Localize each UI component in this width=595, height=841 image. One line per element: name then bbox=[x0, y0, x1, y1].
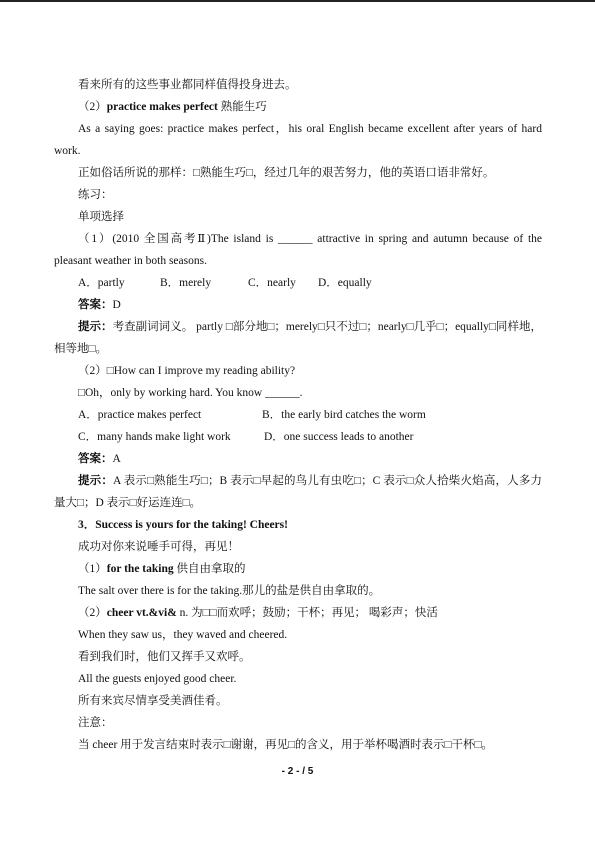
option-b: B．the early bird catches the worm bbox=[262, 409, 426, 421]
phrase-number: （2） bbox=[78, 607, 107, 619]
question-1: （1）(2010 全国高考Ⅱ)The island is ______ attractive in spring and autumn because of the pleasant weather in both seasons. bbox=[54, 233, 542, 267]
question-2-options-row2 bbox=[54, 426, 542, 448]
top-rule bbox=[0, 0, 595, 2]
exercise-label: 练习： bbox=[78, 189, 113, 201]
hint-2 bbox=[54, 470, 542, 514]
option-a: A．partly bbox=[78, 277, 125, 289]
paragraph-translation: 看来所有的这些事业都同样值得投身进去。 bbox=[78, 79, 297, 91]
exercise-type: 单项选择 bbox=[78, 211, 124, 223]
example-translation: 正如俗话所说的那样：□熟能生巧□，经过几年的艰苦努力，他的英语口语非常好。 bbox=[78, 167, 495, 179]
question-2-reply: □Oh，only by working hard. You know ______. bbox=[78, 387, 303, 399]
option-c: C．nearly bbox=[248, 277, 296, 289]
question-2-options-row1 bbox=[54, 404, 542, 426]
option-a: A．practice makes perfect bbox=[78, 409, 202, 421]
example-sentence: When they saw us，they waved and cheered. bbox=[78, 629, 288, 641]
answer-value: D bbox=[112, 299, 121, 311]
hint-label: 提示： bbox=[78, 475, 114, 487]
hint-text: A 表示□熟能生巧□；B 表示□早起的鸟儿有虫吃□；C 表示□众人拾柴火焰高，人多力量大□；D 表示□好运连连□。 bbox=[54, 475, 542, 509]
hint-1 bbox=[54, 316, 542, 360]
section-3-translation: 成功对你来说唾手可得，再见！ bbox=[78, 541, 239, 553]
answer-2 bbox=[54, 448, 542, 470]
option-d: D．one success leads to another bbox=[264, 431, 414, 443]
phrase-meaning: 供自由拿取的 bbox=[173, 563, 246, 575]
document-body bbox=[54, 74, 542, 756]
phrase-meaning: 熟能生巧 bbox=[217, 101, 267, 113]
section-3-heading: 3．Success is yours for the taking! Cheers! bbox=[78, 519, 288, 531]
phrase-term: cheer vt.&vi& bbox=[106, 607, 180, 619]
phrase-heading bbox=[54, 96, 542, 118]
option-b: B．merely bbox=[160, 277, 212, 289]
note-label: 注意： bbox=[78, 717, 113, 729]
hint-label: 提示： bbox=[78, 321, 113, 333]
option-d: D．equally bbox=[318, 277, 372, 289]
option-c: C．many hands make light work bbox=[78, 431, 231, 443]
phrase-heading bbox=[54, 602, 542, 624]
hint-text: 考查副词词义。 partly □部分地□；merely□只不过□；nearly□几乎□；equally□同样地，相等地□。 bbox=[54, 321, 542, 355]
phrase-heading bbox=[54, 558, 542, 580]
example-translation: 看到我们时，他们又挥手又欢呼。 bbox=[78, 651, 251, 663]
example-sentence: All the guests enjoyed good cheer. bbox=[78, 673, 237, 685]
phrase-meaning: n. 为□□而欢呼；鼓励；干杯；再见； 喝彩声；快活 bbox=[179, 607, 438, 619]
question-2-prompt: （2）□How can I improve my reading ability? bbox=[78, 365, 296, 377]
answer-value: A bbox=[112, 453, 121, 465]
answer-label: 答案： bbox=[78, 453, 113, 465]
phrase-term: for the taking bbox=[106, 563, 174, 575]
phrase-number: （2） bbox=[78, 101, 107, 113]
example-sentence: As a saying goes: practice makes perfect，his oral English became excellent after years of hard work. bbox=[54, 123, 542, 157]
phrase-term: practice makes perfect bbox=[106, 101, 218, 113]
answer-1 bbox=[54, 294, 542, 316]
example-sentence: The salt over there is for the taking.那儿的盐是供自由拿取的。 bbox=[78, 585, 381, 597]
answer-label: 答案： bbox=[78, 299, 113, 311]
page-number: - 2 - / 5 bbox=[281, 766, 314, 777]
example-translation: 所有来宾尽情享受美酒佳肴。 bbox=[78, 695, 228, 707]
question-1-options bbox=[54, 272, 542, 294]
note-text: 当 cheer 用于发言结束时表示□谢谢，再见□的含义，用于举杯喝酒时表示□干杯□。 bbox=[78, 739, 493, 751]
phrase-number: （1） bbox=[78, 563, 107, 575]
